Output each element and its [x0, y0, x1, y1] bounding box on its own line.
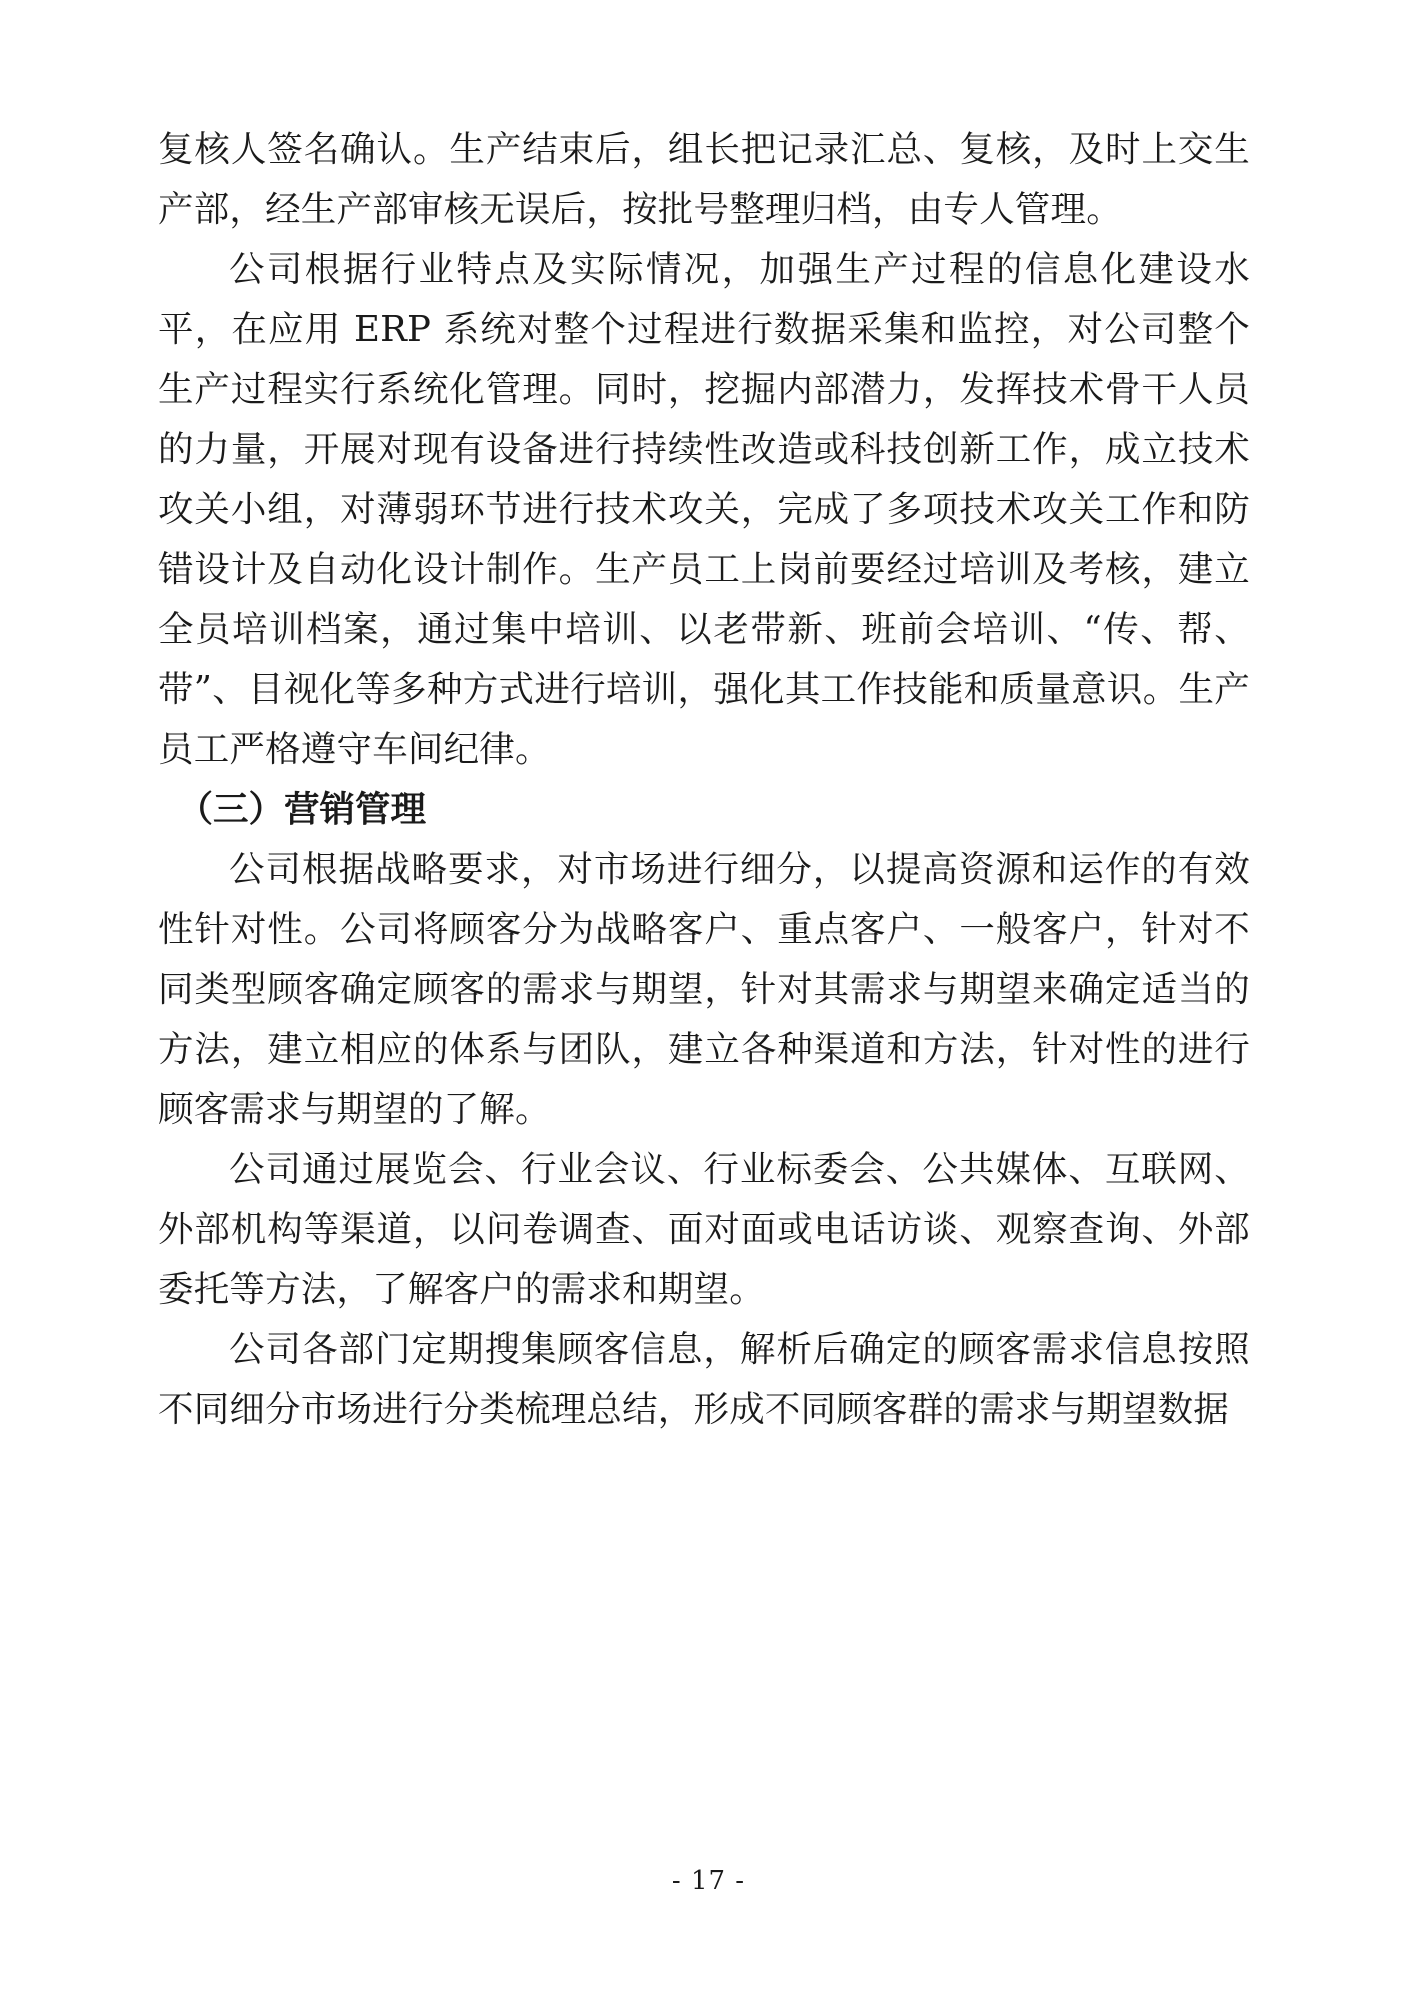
paragraph-production-records: 复核人签名确认。生产结束后，组长把记录汇总、复核，及时上交生产部，经生产部审核无误后，按批号整理归档，由专人管理。	[158, 129, 1250, 230]
paragraph-customer-research-channels: 公司通过展览会、行业会议、行业标委会、公共媒体、互联网、外部机构等渠道，以问卷调查、面对面或电话访谈、观察查询、外部委托等方法，了解客户的需求和期望。	[158, 1149, 1250, 1310]
page-number: - 17 -	[671, 1866, 746, 1896]
paragraph-customer-information-collection: 公司各部门定期搜集顾客信息，解析后确定的顾客需求信息按照不同细分市场进行分类梳理总结，形成不同顾客群的需求与期望数据	[158, 1329, 1250, 1430]
paragraph-market-segmentation: 公司根据战略要求，对市场进行细分，以提高资源和运作的有效性针对性。公司将顾客分为战略客户、重点客户、一般客户，针对不同类型顾客确定顾客的需求与期望，针对其需求与期望来确定适当的方法，建立相应的体系与团队，建立各种渠道和方法，针对性的进行顾客需求与期望的了解。	[158, 849, 1250, 1130]
paragraph-erp-and-training: 公司根据行业特点及实际情况，加强生产过程的信息化建设水平，在应用 ERP 系统对整个过程进行数据采集和监控，对公司整个生产过程实行系统化管理。同时，挖掘内部潜力，发挥技术骨干人员的力量，开展对现有设备进行持续性改造或科技创新工作，成立技术攻关小组，对薄弱环节进行技术攻关，完成了多项技术攻关工作和防错设计及自动化设计制作。生产员工上岗前要经过培训及考核，建立全员培训档案，通过集中培训、以老带新、班前会培训、“传、帮、带”、目视化等多种方式进行培训，强化其工作技能和质量意识。生产员工严格遵守车间纪律。	[158, 249, 1250, 770]
section-heading-marketing-management: （三）营销管理	[177, 789, 427, 830]
document-body	[158, 120, 1250, 1440]
